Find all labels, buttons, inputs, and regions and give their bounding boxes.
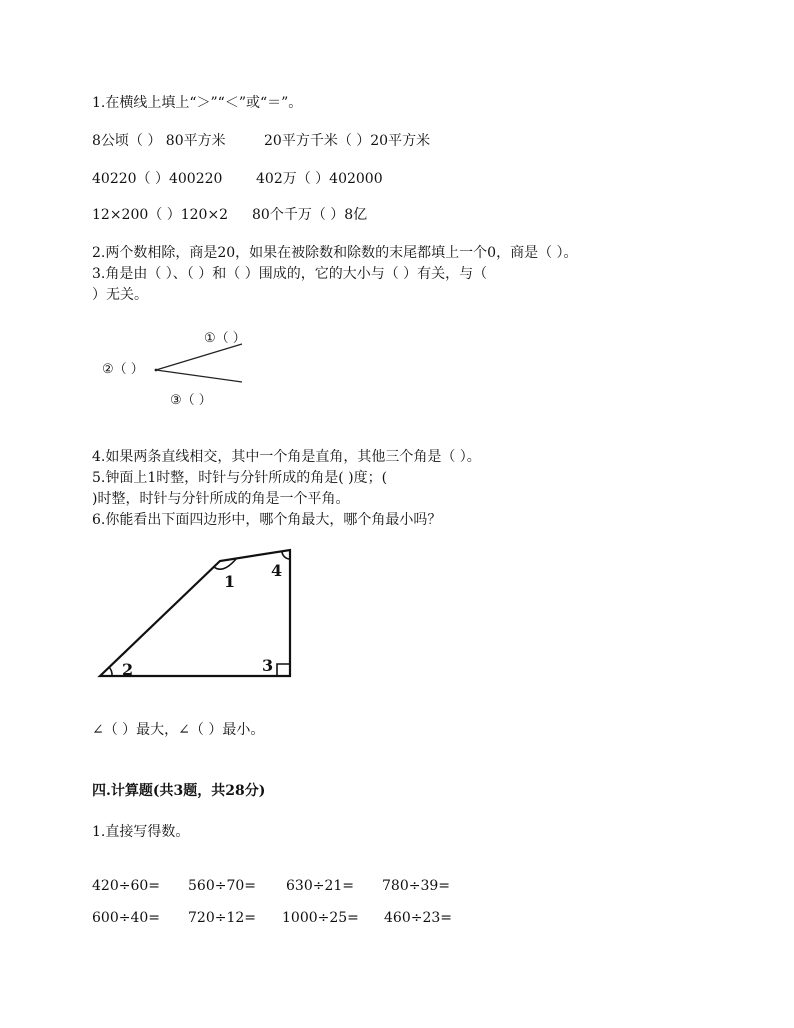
calc-item: 560÷70= [188, 878, 256, 894]
calc-title: 1.直接写得数。 [92, 824, 190, 840]
calc-item: 630÷21= [286, 878, 354, 894]
q5-line2: )时整，时针与分针所成的角是一个平角。 [92, 491, 350, 507]
section-title: 四.计算题(共3题，共28分) [92, 783, 266, 799]
angle-vertex [155, 369, 158, 372]
calc-item: 1000÷25= [282, 910, 359, 926]
angle-figure [100, 326, 270, 416]
q1-row1-a: 8公顷（ ） 80平方米 [92, 133, 226, 149]
q1-row2-a: 40220（ ）400220 [92, 171, 223, 187]
q3-line1: 3.角是由（ ）、（ ）和（ ）围成的，它的大小与（ ）有关，与（ [92, 266, 488, 282]
angle-mark-3 [277, 664, 290, 676]
calc-item: 420÷60= [92, 878, 160, 894]
angle-number-3: 3 [262, 656, 274, 675]
q1-row2-b: 402万（ ）402000 [256, 171, 383, 187]
angle-number-4: 4 [271, 561, 283, 580]
q1-row3-a: 12×200（ ）120×2 [92, 207, 229, 223]
q5-line1: 5.钟面上1时整，时针与分针所成的角是( )度；( [92, 470, 388, 486]
angle-label-2: ②（ ） [102, 362, 144, 377]
q4-text: 4.如果两条直线相交，其中一个角是直角，其他三个角是（ ）。 [92, 449, 481, 465]
angle-ray-upper [156, 344, 242, 370]
calc-item: 720÷12= [188, 910, 256, 926]
q6-text: 6.你能看出下面四边形中，哪个角最大，哪个角最小吗？ [92, 512, 442, 528]
angle-ray-lower [156, 370, 242, 382]
angle-number-2: 2 [122, 660, 134, 679]
calc-item: 600÷40= [92, 910, 160, 926]
q6-answer: ∠（ ）最大，∠（ ）最小。 [92, 722, 265, 738]
angle-label-1: ①（ ） [204, 331, 246, 346]
angle-mark-2 [109, 667, 112, 676]
q3-line2: ）无关。 [92, 287, 148, 303]
q1-title: 1.在横线上填上“＞”“＜”或“＝”。 [92, 95, 303, 111]
q2-text: 2.两个数相除，商是20，如果在被除数和除数的末尾都填上一个0，商是（ ）。 [92, 245, 578, 261]
q1-row3-b: 80个千万（ ）8亿 [252, 207, 368, 223]
angle-number-1: 1 [224, 572, 236, 591]
calc-item: 780÷39= [382, 878, 450, 894]
q1-row1-b: 20平方千米（ ）20平方米 [264, 133, 431, 149]
calc-item: 460÷23= [384, 910, 452, 926]
quadrilateral-figure [90, 540, 310, 690]
angle-label-3: ③（ ） [170, 393, 212, 408]
angle-mark-4 [282, 551, 290, 559]
